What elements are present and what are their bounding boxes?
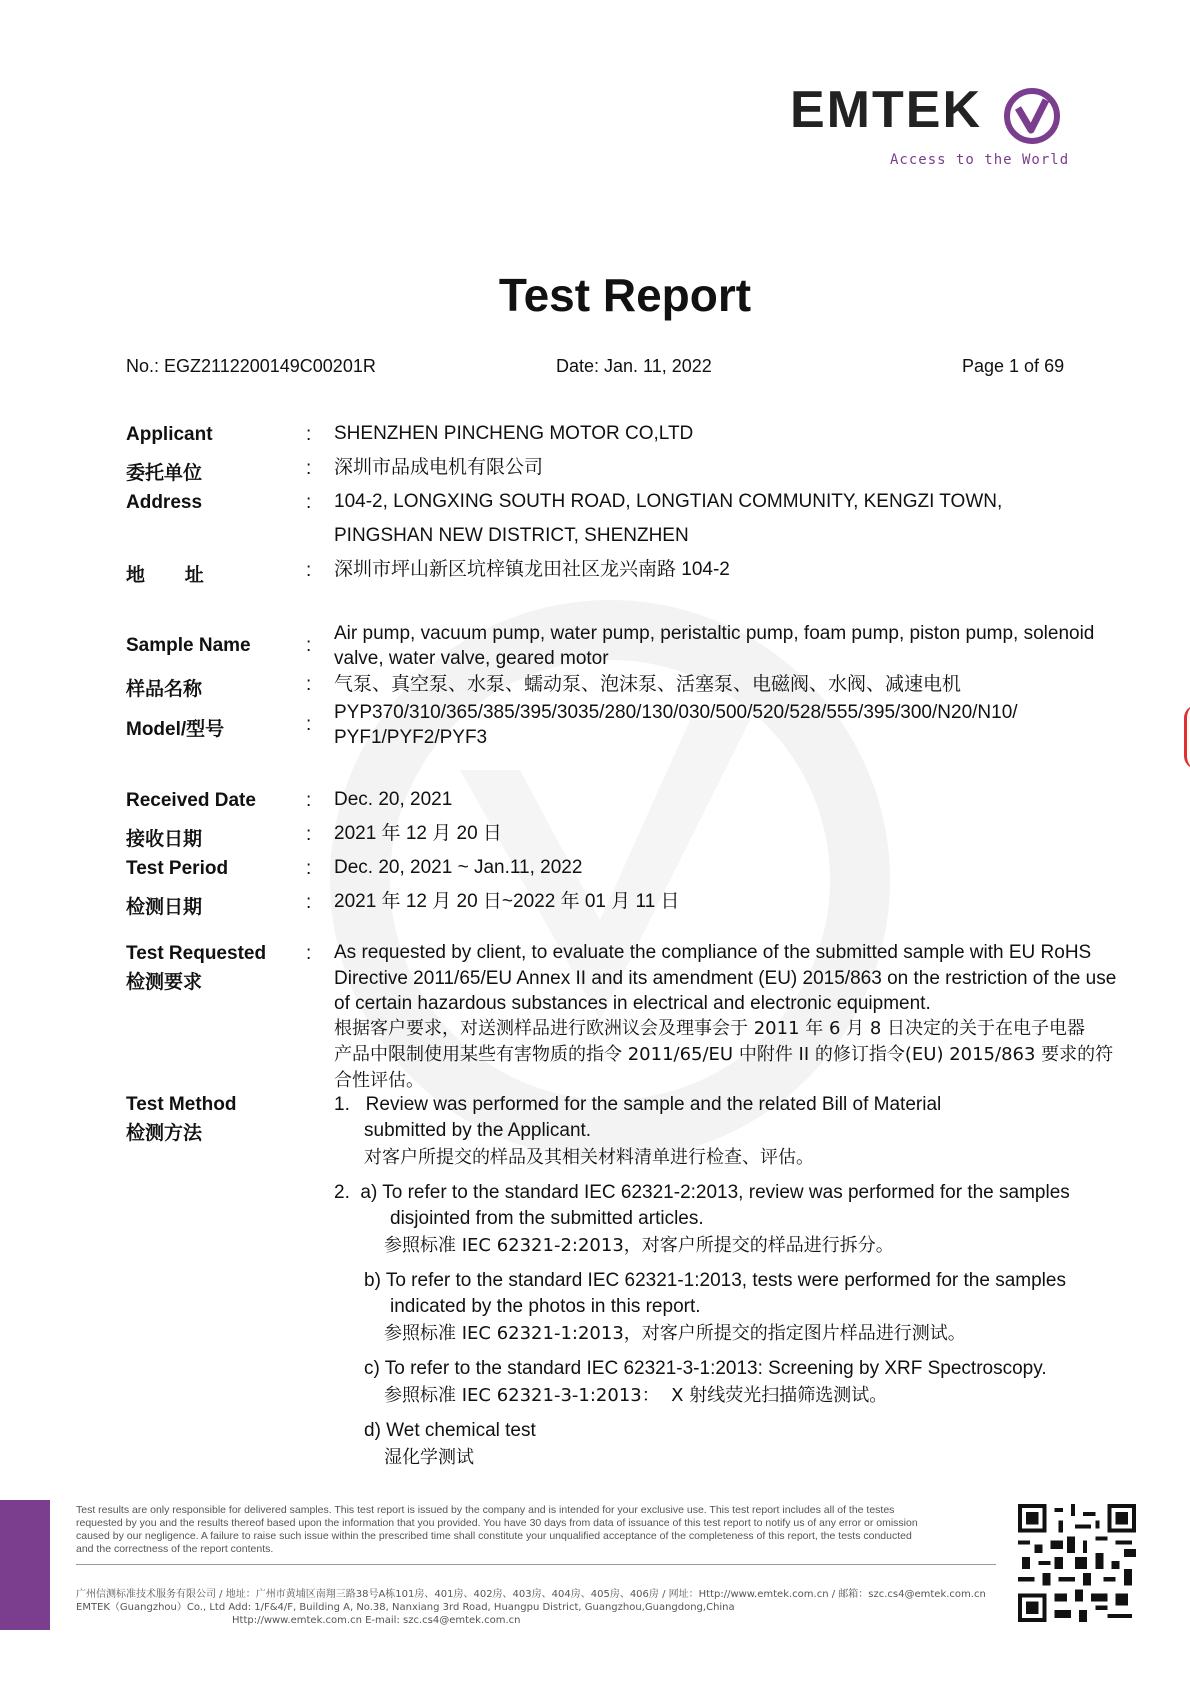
colon: :: [306, 892, 312, 913]
requested-line-6: 合性评估。: [334, 1070, 424, 1091]
report-date: Date: Jan. 11, 2022: [556, 356, 712, 376]
test-period-label: Test Period: [126, 858, 229, 879]
requested-line-2: Directive 2011/65/EU Annex II and its amendment (EU) 2015/863 on the restriction of the use: [334, 968, 1117, 989]
footer-divider: [76, 1564, 996, 1565]
colon: :: [306, 714, 312, 735]
address-cn-value: 深圳市坪山新区坑梓镇龙田社区龙兴南路 104-2: [334, 559, 730, 580]
model-label: Model/型号: [126, 719, 225, 740]
applicant-label: Applicant: [126, 424, 213, 445]
address-line: 广州信测标准技术服务有限公司 / 地址：广州市黄埔区南翔三路38号A栋101房、401房、402房、403房、404房、405房、406房 / 网址：Http://www.emtek.com.cn / 邮箱：szc.cs4@emtek.com.cn: [76, 1589, 986, 1600]
colon: :: [306, 824, 312, 845]
logo-tagline: Access to the World: [890, 152, 1070, 168]
method-2a-line-3: 参照标准 IEC 62321-2:2013，对客户所提交的样品进行拆分。: [384, 1235, 894, 1256]
received-cn-label: 接收日期: [126, 828, 203, 850]
address-line: Http://www.emtek.com.cn E-mail: szc.cs4@emtek.com.cn: [232, 1615, 521, 1626]
test-requested-label: Test Requested: [126, 943, 267, 964]
method-2b-line-1: b) To refer to the standard IEC 62321-1:2013, tests were performed for the samples: [364, 1270, 1066, 1291]
colon: :: [306, 790, 312, 811]
method-2d-line-1: d) Wet chemical test: [364, 1420, 536, 1441]
method-1-line-3: 对客户所提交的样品及其相关材料清单进行检查、评估。: [364, 1147, 814, 1168]
received-cn-value: 2021 年 12 月 20 日: [334, 823, 502, 844]
colon: :: [306, 943, 312, 964]
model-value-1: PYP370/310/365/385/395/3035/280/130/030/500/520/528/555/395/300/N20/N10/: [334, 702, 1018, 723]
colon: :: [306, 858, 312, 879]
requested-line-5: 产品中限制使用某些有害物质的指令 2011/65/EU 中附件 II 的修订指令(EU) 2015/863 要求的符: [334, 1044, 1114, 1065]
received-date-value: Dec. 20, 2021: [334, 789, 453, 810]
period-cn-label: 检测日期: [126, 896, 203, 918]
method-2c-line-1: c) To refer to the standard IEC 62321-3-1:2013: Screening by XRF Spectroscopy.: [364, 1358, 1047, 1379]
disclaimer-line: caused by our negligence. A failure to raise such issue within the prescribed time shall constitute your unqualified acceptance of the completeness of this report, the tests conducted: [76, 1530, 912, 1542]
qr-code-icon: [1018, 1504, 1136, 1622]
test-method-label: Test Method: [126, 1094, 237, 1115]
address-line: EMTEK（Guangzhou）Co., Ltd Add: 1/F&4/F, Building A, No.38, Nanxiang 3rd Road, Huangpu District, Guangzhou,Guangdong,China: [76, 1602, 735, 1613]
address-cn-label: 地 址: [126, 564, 204, 586]
page-title: Test Report: [498, 269, 752, 321]
period-cn-value: 2021 年 12 月 20 日~2022 年 01 月 11 日: [334, 891, 680, 912]
method-2d-line-2: 湿化学测试: [384, 1447, 474, 1468]
applicant-value: SHENZHEN PINCHENG MOTOR CO,LTD: [334, 423, 694, 444]
method-2a-line-2: disjointed from the submitted articles.: [390, 1208, 704, 1229]
footer-accent-bar: [0, 1500, 50, 1630]
method-1-line-2: submitted by the Applicant.: [364, 1120, 592, 1141]
address-label: Address: [126, 492, 203, 513]
logo-brand: EMTEK: [790, 81, 982, 139]
disclaimer-line: Test results are only responsible for delivered samples. This test report is issued by the company and is intended for your exclusive use. This test report includes all of the testes: [76, 1504, 895, 1516]
method-2a-line-1: 2. a) To refer to the standard IEC 62321-2:2013, review was performed for the samples: [334, 1182, 1070, 1203]
colon: :: [306, 674, 312, 695]
method-2b-line-2: indicated by the photos in this report.: [390, 1296, 701, 1317]
page-edge-mark: [1184, 705, 1190, 769]
test-method-cn-label: 检测方法: [126, 1122, 203, 1144]
requested-line-1: As requested by client, to evaluate the compliance of the submitted sample with EU RoHS: [334, 942, 1092, 963]
colon: :: [306, 458, 312, 479]
applicant-cn-value: 深圳市品成电机有限公司: [334, 457, 544, 478]
footer-disclaimer: [76, 1504, 996, 1556]
disclaimer-line: and the correctness of the report contents.: [76, 1543, 274, 1555]
page-count: Page 1 of 69: [962, 356, 1065, 376]
disclaimer-line: requested by you and the results thereof based upon the information that you provided. You have 30 days from data of issuance of this test report to notify us of any error or omission: [76, 1517, 918, 1529]
requested-line-3: of certain hazardous substances in electrical and electronic equipment.: [334, 993, 931, 1014]
colon: :: [306, 635, 312, 656]
method-1-line-1: 1. Review was performed for the sample and the related Bill of Material: [334, 1094, 942, 1115]
applicant-cn-label: 委托单位: [126, 462, 203, 484]
emtek-logo: [790, 80, 1080, 180]
requested-line-4: 根据客户要求，对送测样品进行欧洲议会及理事会于 2011 年 6 月 8 日决定的关于在电子电器: [334, 1018, 1086, 1039]
address-value-1: 104-2, LONGXING SOUTH ROAD, LONGTIAN COMMUNITY, KENGZI TOWN,: [334, 491, 1003, 512]
sample-name-value-1: Air pump, vacuum pump, water pump, peristaltic pump, foam pump, piston pump, solenoid: [334, 623, 1095, 644]
report-number: No.: EGZ2112200149C00201R: [126, 356, 376, 376]
test-period-value: Dec. 20, 2021 ~ Jan.11, 2022: [334, 857, 583, 878]
sample-cn-value: 气泵、真空泵、水泵、蠕动泵、泡沫泵、活塞泵、电磁阀、水阀、减速电机: [334, 673, 962, 695]
sample-name-label: Sample Name: [126, 635, 251, 656]
address-value-2: PINGSHAN NEW DISTRICT, SHENZHEN: [334, 525, 689, 546]
received-date-label: Received Date: [126, 790, 256, 811]
check-circle-icon: [1002, 86, 1062, 146]
sample-cn-label: 样品名称: [126, 678, 203, 700]
footer-address: [76, 1588, 996, 1627]
colon: :: [306, 492, 312, 513]
sample-name-value-2: valve, water valve, geared motor: [334, 648, 609, 669]
method-2c-line-2: 参照标准 IEC 62321-3-1:2013： X 射线荧光扫描筛选测试。: [384, 1385, 888, 1406]
model-value-2: PYF1/PYF2/PYF3: [334, 727, 488, 748]
test-requested-cn-label: 检测要求: [126, 971, 203, 993]
colon: :: [306, 424, 312, 445]
method-2b-line-3: 参照标准 IEC 62321-1:2013，对客户所提交的指定图片样品进行测试。: [384, 1323, 966, 1344]
colon: :: [306, 560, 312, 581]
